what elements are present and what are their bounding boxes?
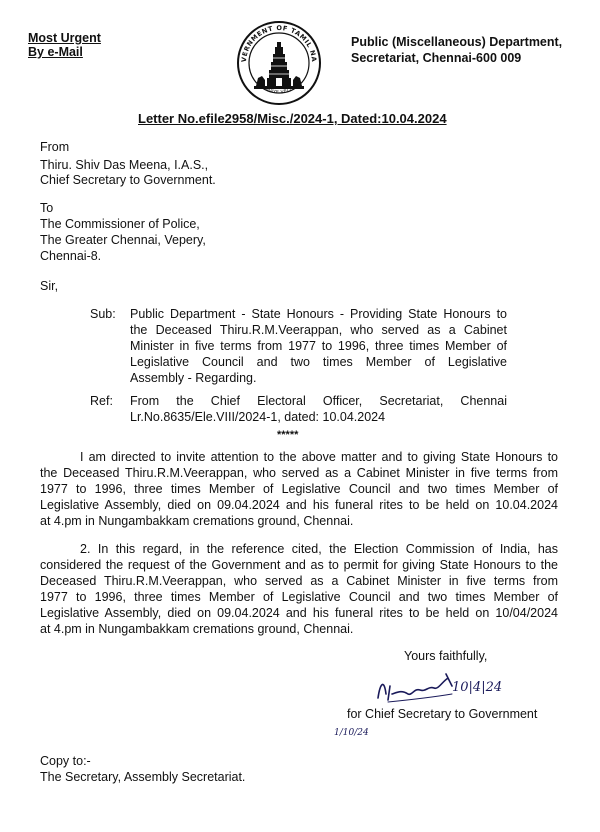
copy-to-line: The Secretary, Assembly Secretariat. bbox=[40, 770, 246, 784]
subject-line: Legislative Council and two times Member of Legislative bbox=[130, 355, 507, 369]
government-emblem bbox=[236, 20, 322, 106]
copy-to-label: Copy to:- bbox=[40, 754, 91, 768]
department-name: Public (Miscellaneous) Department, bbox=[351, 35, 563, 49]
paragraph-line: I am directed to invite attention to the above matter and to giving State Honours to bbox=[80, 450, 558, 464]
handwritten-date: 10|4|24 bbox=[452, 680, 503, 695]
paragraph-line: Legislative Assembly, died on 09.04.2024 and his funeral rites to be held on 10.04.2024 bbox=[40, 498, 558, 512]
paragraph-2 bbox=[40, 541, 558, 637]
subject-line: Assembly - Regarding. bbox=[130, 371, 257, 385]
paragraph-line: Legislative Assembly, died on 09.04.2024 and his funeral rites to be held on 10/04/2024 bbox=[40, 606, 558, 620]
to-label: To bbox=[40, 201, 54, 215]
letter-reference: Letter No.efile2958/Misc./2024-1, Dated:10.04.2024 bbox=[138, 111, 447, 126]
initial-note: 1/10/24 bbox=[334, 728, 369, 738]
emblem-top-text: VERNMENT OF TAMIL NA bbox=[239, 23, 319, 63]
subject-line: Minister in five terms from 1977 to 1996, three times Member of bbox=[130, 339, 507, 353]
subject-line: the Deceased Thiru.R.M.Veerappan, who served as a Cabinet bbox=[130, 323, 507, 337]
delivery-mode: By e-Mail bbox=[28, 45, 83, 59]
reference-line: Lr.No.8635/Ele.VIII/2024-1, dated: 10.04.2024 bbox=[130, 410, 386, 424]
paragraph-line: 2. In this regard, in the reference cited, the Election Commission of India, has bbox=[80, 542, 558, 556]
from-name: Thiru. Shiv Das Meena, I.A.S., bbox=[40, 158, 209, 172]
emblem-bottom-text: VAIMAYE VELLUM bbox=[257, 82, 301, 96]
paragraph-line: 1977 to 1996, three times Member of Legislative Council and two times Member of bbox=[40, 590, 558, 604]
department-address: Secretariat, Chennai-600 009 bbox=[351, 51, 522, 65]
separator-stars: ***** bbox=[277, 429, 299, 441]
to-line-3: Chennai-8. bbox=[40, 249, 102, 263]
priority-label: Most Urgent bbox=[28, 31, 101, 45]
from-designation: Chief Secretary to Government. bbox=[40, 173, 216, 187]
paragraph-line: 1977 to 1996, three times Member of Legislative Council and two times Member of bbox=[40, 482, 558, 496]
paragraph-line: the Deceased Thiru.R.M.Veerappan, who served as a Cabinet Minister in five terms from bbox=[40, 466, 558, 480]
paragraph-1 bbox=[40, 449, 558, 529]
subject-label: Sub: bbox=[90, 307, 116, 321]
to-line-2: The Greater Chennai, Vepery, bbox=[40, 233, 206, 247]
paragraph-line: at 4.pm in Nungambakkam cremations ground, Chennai. bbox=[40, 622, 354, 636]
reference-line: From the Chief Electoral Officer, Secretariat, Chennai bbox=[130, 394, 507, 408]
reference-label: Ref: bbox=[90, 394, 113, 408]
paragraph-line: considered the request of the Government and as to permit for giving State Honours to the bbox=[40, 558, 558, 572]
salutation: Sir, bbox=[40, 279, 59, 293]
to-line-1: The Commissioner of Police, bbox=[40, 217, 200, 231]
for-signatory-line: for Chief Secretary to Government bbox=[347, 707, 538, 721]
subject-line: Public Department - State Honours - Providing State Honours to bbox=[130, 307, 507, 321]
closing-phrase: Yours faithfully, bbox=[404, 649, 488, 663]
paragraph-line: at 4.pm in Nungambakkam cremations ground, Chennai. bbox=[40, 514, 354, 528]
from-label: From bbox=[40, 140, 70, 154]
paragraph-line: Deceased Thiru.R.M.Veerappan, who served as a Cabinet Minister in five terms from bbox=[40, 574, 558, 588]
